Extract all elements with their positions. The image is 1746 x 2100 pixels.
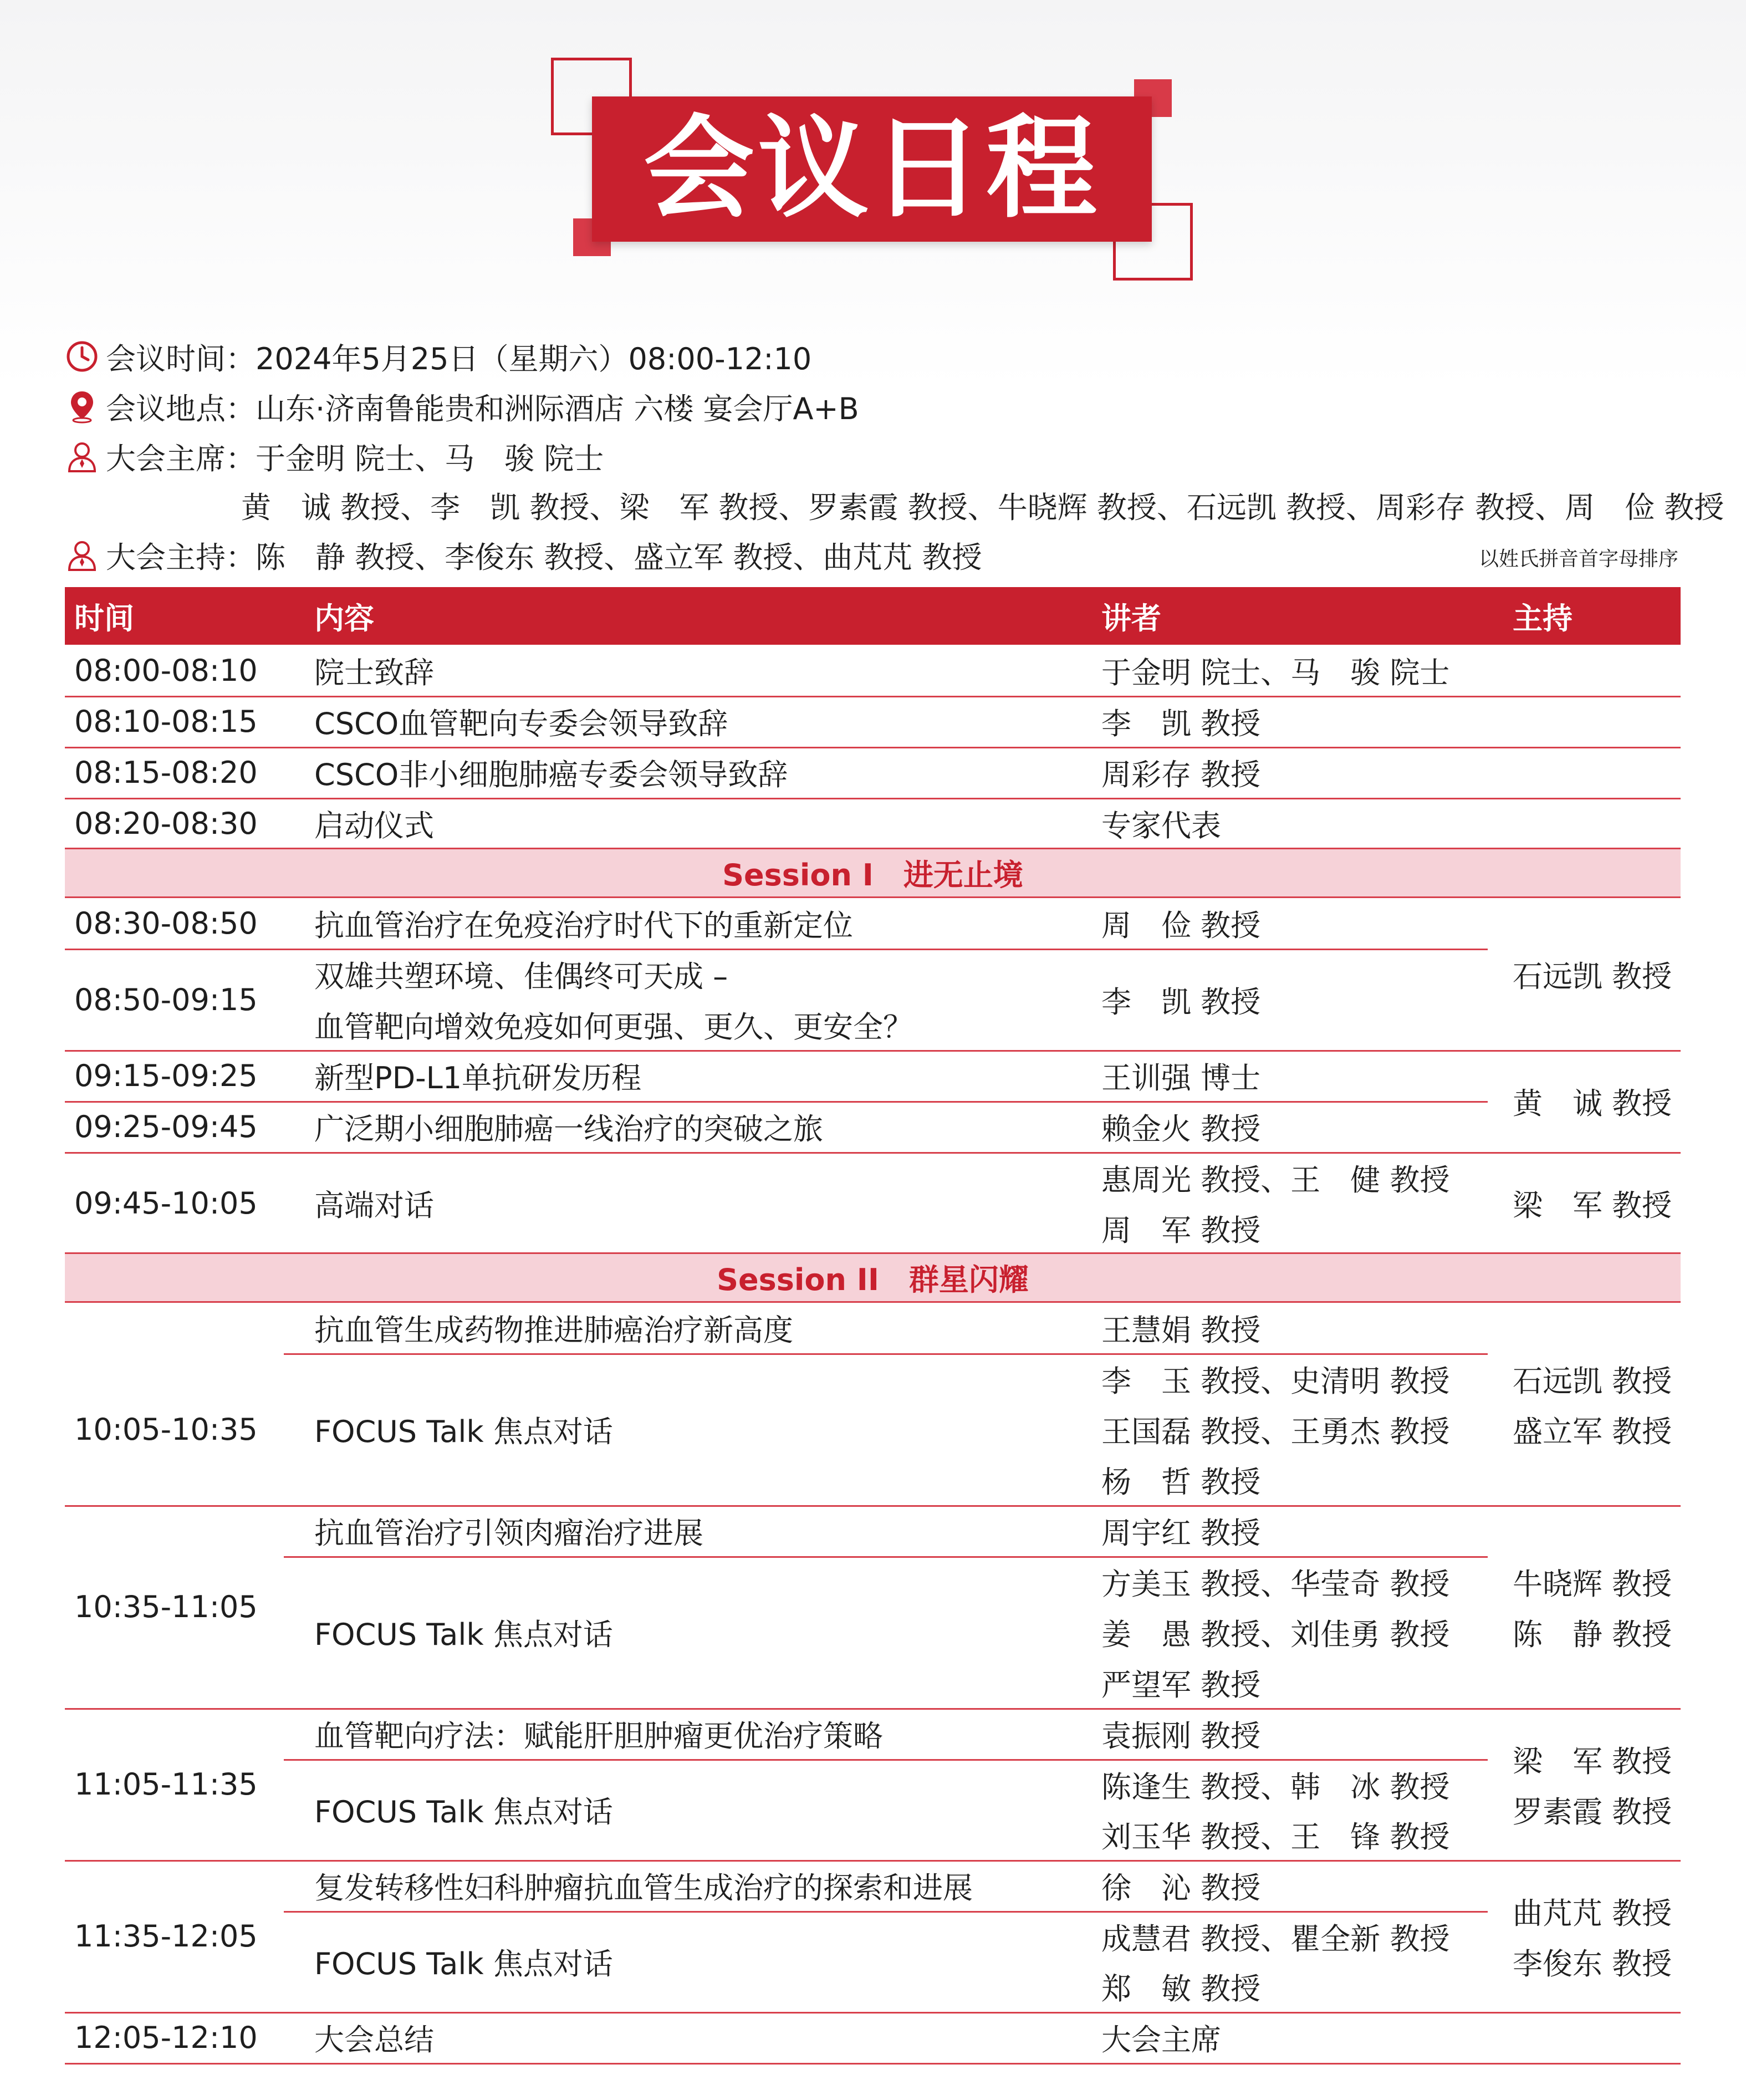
session-1-header xyxy=(65,848,1681,898)
table-row-speaker: 专家代表 xyxy=(1101,808,1221,843)
table-row-speaker: 周 军 教授 xyxy=(1101,1213,1261,1248)
table-row-content: 抗血管生成药物推进肺癌治疗新高度 xyxy=(314,1313,793,1348)
table-row-speaker: 大会主席 xyxy=(1101,2022,1221,2057)
session-host: 牛晓辉 教授 xyxy=(1513,1567,1672,1602)
row-divider xyxy=(65,696,1681,697)
table-row-speaker: 成慧君 教授、瞿全新 教授 xyxy=(1101,1921,1450,1956)
session-1-title: Session I 进无止境 xyxy=(722,858,1023,893)
person-icon xyxy=(65,439,99,473)
session-host: 石远凯 教授 xyxy=(1513,1364,1672,1399)
table-row-content: FOCUS Talk 焦点对话 xyxy=(314,1617,613,1652)
person-icon xyxy=(65,538,99,572)
table-header xyxy=(65,587,1681,645)
clock-icon xyxy=(65,339,99,374)
table-row-time: 10:05-10:35 xyxy=(74,1412,258,1447)
table-row-content: FOCUS Talk 焦点对话 xyxy=(314,1795,613,1829)
header-content: 内容 xyxy=(314,600,374,636)
table-row-time: 08:00-08:10 xyxy=(74,653,258,688)
session-host: 陈 静 教授 xyxy=(1513,1617,1672,1652)
meeting-time-text: 会议时间：2024年5月25日（星期六）08:00-12:10 xyxy=(106,341,812,376)
table-row-time: 11:35-12:05 xyxy=(74,1919,258,1954)
table-row-content: 血管靶向疗法：赋能肝胆肿瘤更优治疗策略 xyxy=(314,1719,883,1754)
table-row-speaker: 李 凯 教授 xyxy=(1101,984,1261,1020)
session-host: 黄 诚 教授 xyxy=(1513,1086,1672,1121)
session-host: 石远凯 教授 xyxy=(1513,959,1672,994)
table-row-speaker: 王慧娟 教授 xyxy=(1101,1313,1261,1348)
hosts-text: 大会主持：陈 静 教授、李俊东 教授、盛立军 教授、曲芃芃 教授 xyxy=(106,539,982,575)
table-row-speaker: 王国磊 教授、王勇杰 教授 xyxy=(1101,1414,1450,1449)
session-host: 梁 军 教授 xyxy=(1513,1187,1672,1223)
table-row-speaker: 徐 沁 教授 xyxy=(1101,1870,1261,1905)
table-row-time: 10:35-11:05 xyxy=(74,1589,258,1624)
table-row-content: 抗血管治疗在免疫治疗时代下的重新定位 xyxy=(314,908,853,943)
table-row-speaker: 赖金火 教授 xyxy=(1101,1112,1261,1146)
table-row-time: 09:45-10:05 xyxy=(74,1185,258,1221)
hosts xyxy=(65,530,982,580)
table-row-content: 抗血管治疗引领肉瘤治疗进展 xyxy=(314,1516,703,1551)
table-row-speaker: 袁振刚 教授 xyxy=(1101,1719,1261,1754)
row-divider xyxy=(65,2012,1681,2014)
meeting-venue-text: 会议地点：山东·济南鲁能贵和洲际酒店 六楼 宴会厅A+B xyxy=(106,391,859,426)
table-row-content: 血管靶向增效免疫如何更强、更久、更安全？ xyxy=(314,1010,913,1044)
table-row-time: 09:15-09:25 xyxy=(74,1058,258,1093)
header-speaker: 讲者 xyxy=(1101,600,1161,636)
table-row-time: 09:25-09:45 xyxy=(74,1109,258,1144)
table-row-speaker: 陈逢生 教授、韩 冰 教授 xyxy=(1101,1769,1450,1805)
table-row-content: 广泛期小细胞肺癌一线治疗的突破之旅 xyxy=(314,1112,823,1146)
meeting-time xyxy=(65,332,811,381)
title-banner xyxy=(592,96,1152,242)
session-host: 梁 军 教授 xyxy=(1513,1744,1672,1779)
table-row-time: 08:10-08:15 xyxy=(74,704,258,739)
header-time: 时间 xyxy=(74,600,134,636)
table-row-speaker: 周彩存 教授 xyxy=(1101,757,1261,792)
page-title: 会议日程 xyxy=(643,104,1100,233)
table-row-speaker: 周 俭 教授 xyxy=(1101,908,1261,943)
table-row-content: 双雄共塑环境、佳偶终可天成 – xyxy=(314,959,728,994)
table-row-speaker: 姜 愚 教授、刘佳勇 教授 xyxy=(1101,1617,1450,1652)
title-area xyxy=(0,0,1746,299)
table-row-speaker: 严望军 教授 xyxy=(1101,1668,1261,1703)
table-row-speaker: 郑 敏 教授 xyxy=(1101,1971,1261,2006)
table-row-speaker: 杨 哲 教授 xyxy=(1101,1465,1261,1500)
table-row-content: FOCUS Talk 焦点对话 xyxy=(314,1946,613,1981)
session-host: 盛立军 教授 xyxy=(1513,1414,1672,1449)
session-2-title: Session II 群星闪耀 xyxy=(717,1262,1029,1297)
row-divider xyxy=(65,2063,1681,2065)
table-row-time: 08:50-09:15 xyxy=(74,982,258,1017)
table-row-time: 08:20-08:30 xyxy=(74,806,258,841)
chairs-continued: 黄 诚 教授、李 凯 教授、梁 军 教授、罗素霞 教授、牛晓辉 教授、石远凯 教授、周彩存 教授、周 俭 教授 xyxy=(241,490,1724,525)
table-row-content: 启动仪式 xyxy=(314,808,434,843)
table-row-time: 08:30-08:50 xyxy=(74,906,258,941)
table-row-content: 新型PD-L1单抗研发历程 xyxy=(314,1061,642,1095)
row-divider xyxy=(65,798,1681,799)
session-host: 李俊东 教授 xyxy=(1513,1946,1672,1981)
row-divider xyxy=(65,747,1681,748)
session-host: 罗素霞 教授 xyxy=(1513,1795,1672,1829)
table-row-speaker: 周宇红 教授 xyxy=(1101,1516,1261,1551)
table-row-speaker: 惠周光 教授、王 健 教授 xyxy=(1101,1163,1450,1197)
table-row-speaker: 于金明 院士、马 骏 院士 xyxy=(1101,655,1450,690)
session-host: 曲芃芃 教授 xyxy=(1513,1896,1672,1931)
table-row-speaker: 王训强 博士 xyxy=(1101,1061,1261,1095)
row-divider xyxy=(65,949,1488,950)
session-2-header xyxy=(65,1252,1681,1303)
chairs xyxy=(65,431,604,481)
meeting-venue xyxy=(65,381,859,431)
table-row-speaker: 刘玉华 教授、王 锋 教授 xyxy=(1101,1819,1450,1854)
row-divider xyxy=(65,1050,1681,1052)
table-row-time: 08:15-08:20 xyxy=(74,755,258,790)
chairs-text: 大会主席：于金明 院士、马 骏 院士 xyxy=(106,441,604,476)
header-host: 主持 xyxy=(1513,600,1573,636)
table-row-content: CSCO非小细胞肺癌专委会领导致辞 xyxy=(314,757,788,792)
table-row-speaker: 方美玉 教授、华莹奇 教授 xyxy=(1101,1567,1450,1602)
table-row-content: CSCO血管靶向专委会领导致辞 xyxy=(314,706,728,741)
table-row-content: FOCUS Talk 焦点对话 xyxy=(314,1414,613,1449)
table-row-content: 大会总结 xyxy=(314,2022,434,2057)
table-row-time: 11:05-11:35 xyxy=(74,1767,258,1802)
table-row-speaker: 李 凯 教授 xyxy=(1101,706,1261,741)
sort-note: 以姓氏拼音首字母排序 xyxy=(1478,547,1678,570)
table-row-time: 12:05-12:10 xyxy=(74,2020,258,2055)
table-row-content: 复发转移性妇科肿瘤抗血管生成治疗的探索和进展 xyxy=(314,1870,973,1905)
table-row-content: 院士致辞 xyxy=(314,655,434,690)
table-row-content: 高端对话 xyxy=(314,1187,434,1223)
row-divider xyxy=(65,1505,1681,1507)
location-pin-icon xyxy=(65,389,99,424)
table-row-speaker: 李 玉 教授、史清明 教授 xyxy=(1101,1364,1450,1399)
